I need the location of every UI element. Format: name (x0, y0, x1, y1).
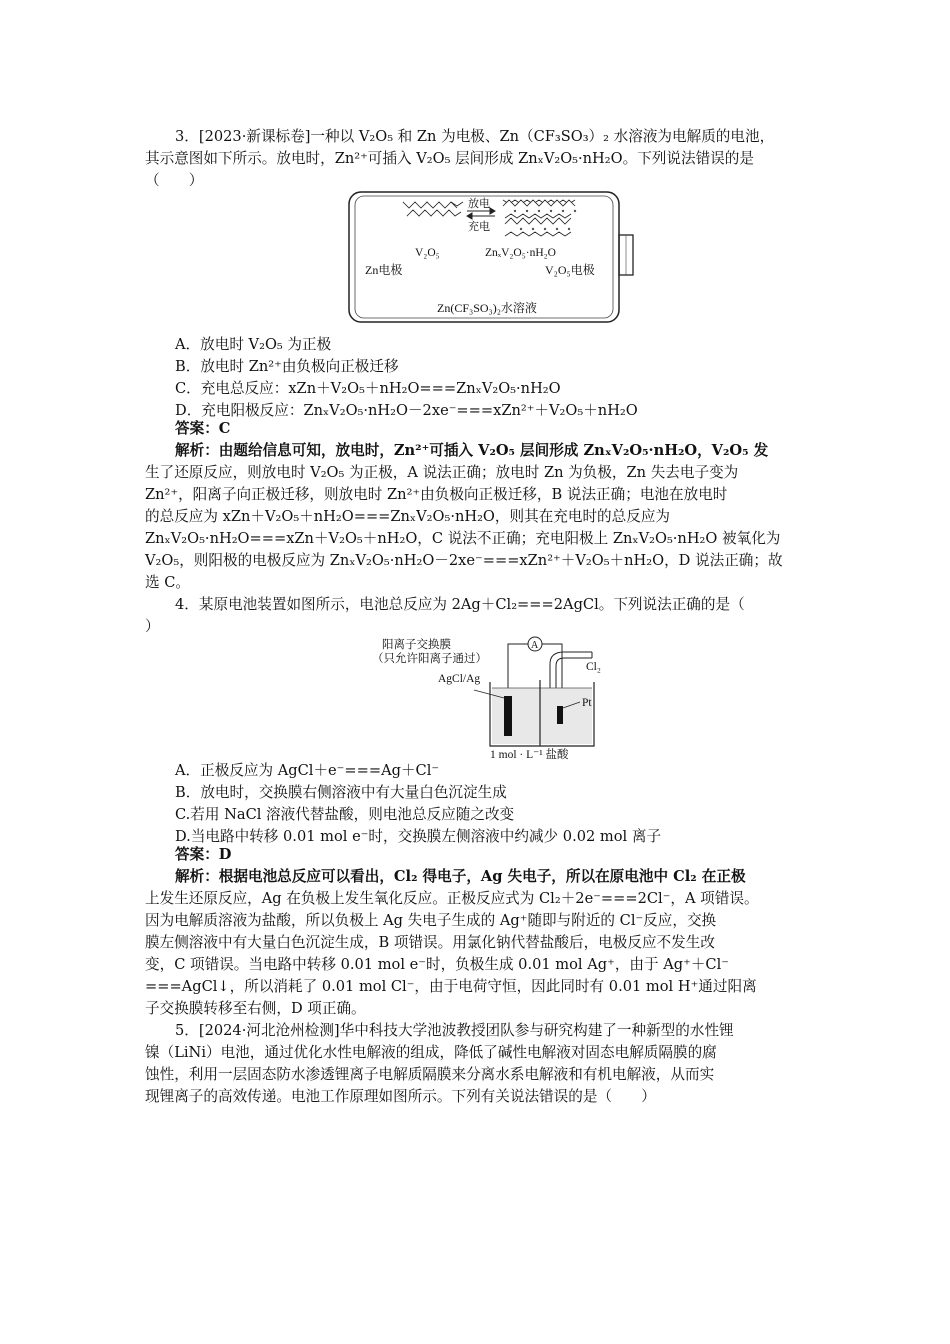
znxv2o5-lattice-icon (503, 200, 575, 236)
q3-analysis-line-5: ZnₓV₂O₅·nH₂O===xZn＋V₂O₅＋nH₂O，C 说法不正确；充电阳极上 ZnₓV₂O₅·nH₂O 被氧化为 (145, 530, 781, 547)
beaker (474, 680, 594, 746)
v2o5-label: V₂O₅ (415, 247, 440, 259)
pt-label: Pt (582, 697, 592, 709)
q3-stem-line-1: 3．[2023·新课标卷]一种以 V₂O₅ 和 Zn 为电极、Zn（CF₃SO₃）₂ 水溶液为电解质的电池， (175, 128, 775, 145)
q4-analysis-line-2: 上发生还原反应，Ag 在负极上发生氧化反应。正极反应式为 Cl₂＋2e⁻===2Cl⁻，A 项错误。 (145, 890, 759, 907)
q4-analysis-line-7: 子交换膜转移至右侧，D 项正确。 (145, 1000, 366, 1017)
q5-stem-line-1: 5．[2024·河北沧州检测]华中科技大学池波教授团队参与研究构建了一种新型的水性锂 (175, 1022, 734, 1039)
q4-analysis-line-3: 因为电解质溶液为盐酸，所以负极上 Ag 失电子生成的 Ag⁺随即与附近的 Cl⁻反应，交换 (145, 912, 717, 929)
q3-battery-diagram (345, 190, 643, 326)
discharge-label: 放电 (468, 198, 490, 210)
q4-cell-diagram (370, 636, 620, 760)
q4-stem-line-2: ） (145, 618, 160, 635)
q3-analysis-line-7: 选 C。 (145, 574, 190, 591)
agcl-ag-label: AgCl/Ag (438, 673, 481, 685)
ammeter-label: A (531, 640, 539, 651)
v2o5-lattice-icon (403, 202, 463, 216)
q5-stem-line-4: 现锂离子的高效传递。电池工作原理如图所示。下列有关说法错误的是（ ） (145, 1088, 656, 1105)
q4-option-c: C.若用 NaCl 溶液代替盐酸，则电池总反应随之改变 (175, 806, 515, 823)
q4-analysis-line-6: ===AgCl↓，所以消耗了 0.01 mol Cl⁻，由于电荷守恒，因此同时有 0.01 mol H⁺通过阳离 (145, 978, 757, 995)
q3-analysis-line-2: 生了还原反应，则放电时 V₂O₅ 为正极，A 说法正确；放电时 Zn 为负极，Zn 失去电子变为 (145, 464, 739, 481)
q4-stem-line-1: 4．某原电池装置如图所示，电池总反应为 2Ag＋Cl₂===2AgCl。下列说法正确的是（ (175, 596, 745, 613)
q3-stem-line-3: （ ） (145, 172, 204, 189)
q5-stem-line-3: 蚀性，利用一层固态防水渗透锂离子电解质隔膜来分离水系电解液和有机电解液，从而实 (145, 1066, 715, 1083)
q3-option-d: D．充电阳极反应：ZnₓV₂O₅·nH₂O－2xe⁻===xZn²⁺＋V₂O₅＋nH₂O (175, 402, 638, 419)
agcl-ag-electrode (504, 696, 512, 736)
membrane-label-2: （只允许阳离子通过） (372, 653, 487, 665)
acid-label: 1 mol · L⁻¹ 盐酸 (490, 749, 569, 760)
q4-answer: 答案：D (175, 846, 232, 863)
battery-inner-outline (355, 196, 613, 318)
q3-option-a: A．放电时 V₂O₅ 为正极 (175, 336, 332, 353)
charge-label: 充电 (468, 221, 490, 233)
q3-analysis-line-3: Zn²⁺，阳离子向正极迁移，则放电时 Zn²⁺由负极向正极迁移，B 说法正确；电池在放电时 (145, 486, 728, 503)
cl2-label: Cl₂ (586, 661, 601, 673)
zn-electrode-label: Zn电极 (365, 263, 403, 277)
v2o5-electrode-label: V₂O₅电极 (545, 263, 595, 277)
q3-analysis-line-6: V₂O₅，则阳极的电极反应为 ZnₓV₂O₅·nH₂O－2xe⁻===xZn²⁺＋V₂O₅＋nH₂O，D 说法正确；故 (145, 552, 783, 569)
q3-stem-line-2: 其示意图如下所示。放电时，Zn²⁺可插入 V₂O₅ 层间形成 ZnₓV₂O₅·nH₂O。下列说法错误的是 (145, 150, 754, 167)
q3-analysis-line-1: 解析：由题给信息可知，放电时，Zn²⁺可插入 V₂O₅ 层间形成 ZnₓV₂O₅·nH₂O，V₂O₅ 发 (175, 442, 769, 459)
q3-answer: 答案：C (175, 420, 231, 437)
q4-analysis-line-4: 膜左侧溶液中有大量白色沉淀生成，B 项错误。用氯化钠代替盐酸后，电极反应不发生改 (145, 934, 715, 951)
membrane-label-1: 阳离子交换膜 (382, 639, 451, 651)
q5-stem-line-2: 镍（LiNi）电池，通过优化水性电解液的组成，降低了碱性电解液对固态电解质隔膜的腐 (145, 1044, 717, 1061)
q4-option-d: D.当电路中转移 0.01 mol e⁻时，交换膜左侧溶液中约减少 0.02 mol 离子 (175, 828, 662, 845)
q3-option-c: C．充电总反应：xZn＋V₂O₅＋nH₂O===ZnₓV₂O₅·nH₂O (175, 380, 561, 397)
q4-option-b: B．放电时，交换膜右侧溶液中有大量白色沉淀生成 (175, 784, 507, 801)
q4-option-a: A．正极反应为 AgCl＋e⁻===Ag＋Cl⁻ (175, 762, 440, 779)
q3-analysis-line-4: 的总反应为 xZn＋V₂O₅＋nH₂O===ZnₓV₂O₅·nH₂O，则其在充电时的总反应为 (145, 508, 671, 525)
electrolyte-label: Zn(CF₃SO₃)₂水溶液 (437, 301, 537, 315)
q3-option-b: B．放电时 Zn²⁺由负极向正极迁移 (175, 358, 399, 375)
product-label: ZnₓV₂O₅·nH₂O (485, 247, 556, 259)
pt-electrode (557, 706, 563, 724)
q4-analysis-line-1: 解析：根据电池总反应可以看出，Cl₂ 得电子，Ag 失电子，所以在原电池中 Cl₂ 在正极 (175, 868, 746, 885)
q4-analysis-line-5: 变，C 项错误。当电路中转移 0.01 mol e⁻时，负极生成 0.01 mol Ag⁺，由于 Ag⁺＋Cl⁻ (145, 956, 729, 973)
